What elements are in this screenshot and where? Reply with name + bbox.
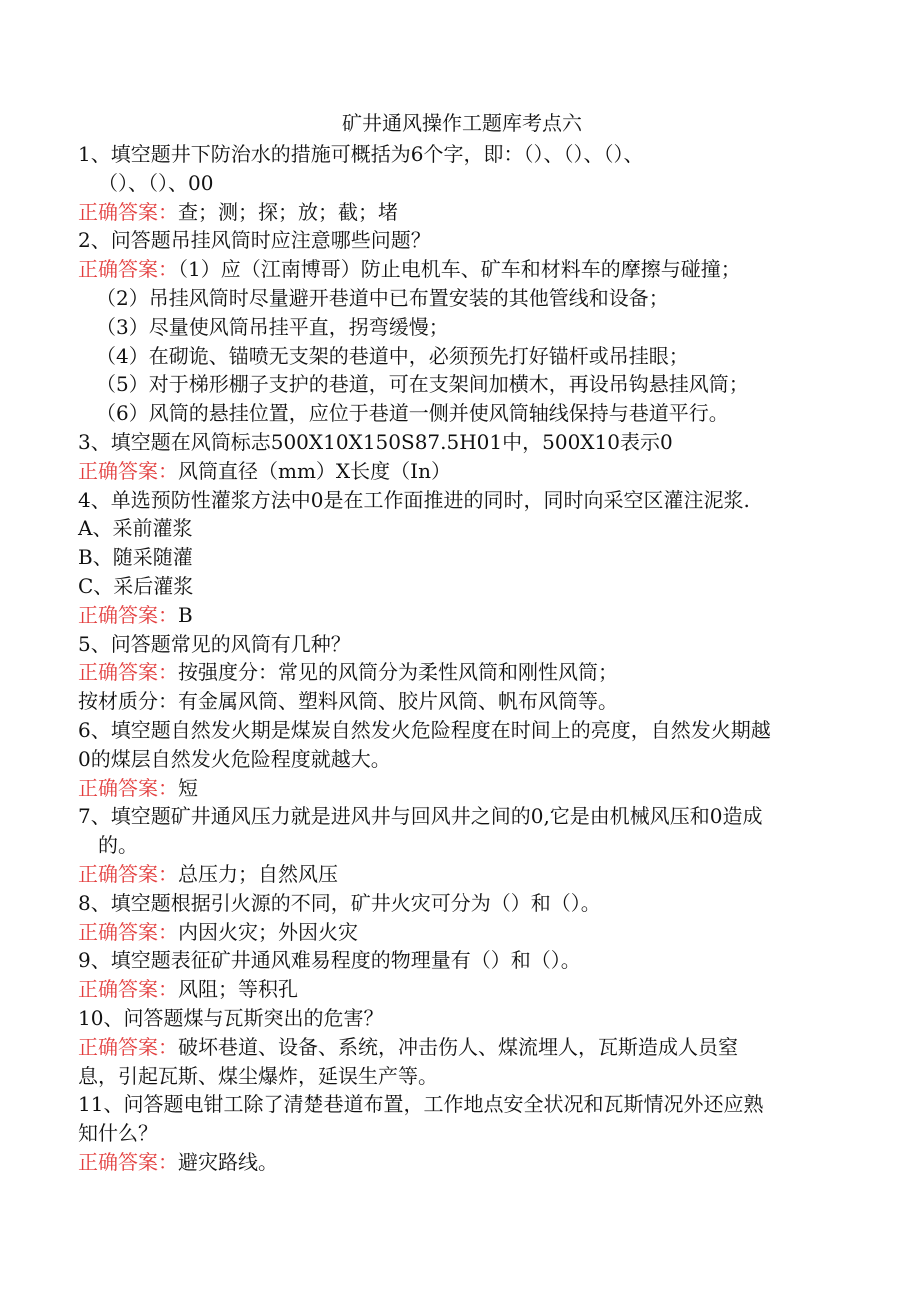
answer-label: 正确答案： bbox=[78, 199, 178, 224]
option-a: A、采前灌浆 bbox=[78, 516, 193, 541]
answer-text: 息，引起瓦斯、煤尘爆炸，延误生产等。 bbox=[78, 1063, 438, 1088]
answer-label: 正确答案： bbox=[78, 602, 178, 627]
answer-text: 查；测；探；放；截；堵 bbox=[178, 199, 398, 224]
answer-text: 风阻；等积孔 bbox=[178, 977, 298, 1002]
question-7 bbox=[78, 802, 840, 888]
answer-text: 内因火灾；外因火灾 bbox=[178, 919, 358, 944]
question-text: 4、单选预防性灌浆方法中0是在工作面推进的同时，同时向采空区灌注泥浆. bbox=[78, 487, 750, 512]
question-text: 5、问答题常见的风筒有几种？ bbox=[78, 631, 351, 656]
question-text: 7、填空题矿井通风压力就是进风井与回风井之间的0,它是由机械风压和0造成 bbox=[78, 804, 763, 829]
answer-label: 正确答案： bbox=[78, 1034, 178, 1059]
question-5 bbox=[78, 630, 840, 716]
answer-line bbox=[78, 198, 840, 227]
answer-label: 正确答案： bbox=[78, 775, 178, 800]
answer-line bbox=[78, 975, 840, 1004]
answer-line bbox=[78, 658, 840, 687]
answer-text: （2）吊挂风筒时尽量避开巷道中已布置安装的其他管线和设备； bbox=[96, 285, 669, 310]
answer-text: （5）对于梯形棚子支护的巷道，可在支架间加横木，再设吊钩悬挂风筒； bbox=[96, 372, 749, 397]
question-text: 8、填空题根据引火源的不同，矿井火灾可分为（）和（）。 bbox=[78, 890, 601, 915]
answer-text: 按材质分：有金属风筒、塑料风筒、胶片风筒、帆布风筒等。 bbox=[78, 689, 618, 714]
answer-line bbox=[78, 860, 840, 889]
answer-label: 正确答案： bbox=[78, 660, 178, 685]
answer-text: 短 bbox=[178, 775, 198, 800]
question-9 bbox=[78, 946, 840, 1004]
answer-label: 正确答案： bbox=[78, 919, 178, 944]
question-1 bbox=[78, 140, 840, 226]
question-text: 6、填空题自然发火期是煤炭自然发火危险程度在时间上的亮度，自然发火期越 bbox=[78, 717, 771, 742]
question-11 bbox=[78, 1090, 840, 1176]
question-text: 2、问答题吊挂风筒时应注意哪些问题？ bbox=[78, 228, 431, 253]
question-6 bbox=[78, 716, 840, 802]
answer-line bbox=[78, 601, 840, 630]
answer-text: （4）在砌诡、锚喷无支架的巷道中，必须预先打好锚杆或吊挂眼； bbox=[96, 343, 689, 368]
answer-line bbox=[78, 255, 840, 284]
answer-label: 正确答案： bbox=[78, 458, 178, 483]
option-c: C、采后灌浆 bbox=[78, 573, 194, 598]
answer-text: B bbox=[178, 602, 193, 627]
option-b: B、随采随灌 bbox=[78, 545, 193, 570]
question-text: 11、问答题电钳工除了清楚巷道布置，工作地点安全状况和瓦斯情况外还应熟 bbox=[78, 1092, 764, 1117]
question-text: 的。 bbox=[98, 833, 138, 858]
question-text: 9、填空题表征矿井通风难易程度的物理量有（）和（）。 bbox=[78, 948, 581, 973]
answer-text: （1）应（江南博哥）防止电机车、矿车和材料车的摩擦与碰撞； bbox=[178, 257, 741, 282]
answer-label: 正确答案： bbox=[78, 861, 178, 886]
answer-text: 避灾路线。 bbox=[178, 1149, 278, 1174]
question-4 bbox=[78, 486, 840, 630]
question-text: 0的煤层自然发火危险程度就越大。 bbox=[78, 746, 391, 771]
answer-text: 破坏巷道、设备、系统，冲击伤人、煤流埋人，瓦斯造成人员窒 bbox=[178, 1034, 738, 1059]
answer-text: （3）尽量使风筒吊挂平直，拐弯缓慢； bbox=[96, 314, 449, 339]
question-10 bbox=[78, 1004, 840, 1090]
answer-label: 正确答案： bbox=[78, 977, 178, 1002]
question-2 bbox=[78, 226, 840, 428]
answer-label: 正确答案： bbox=[78, 1149, 178, 1174]
question-8 bbox=[78, 889, 840, 947]
answer-text: 总压力；自然风压 bbox=[178, 861, 338, 886]
answer-label: 正确答案： bbox=[78, 257, 178, 282]
answer-text: （6）风筒的悬挂位置，应位于巷道一侧并使风筒轴线保持与巷道平行。 bbox=[96, 401, 729, 426]
question-text: （）、（）、00 bbox=[98, 170, 214, 195]
answer-line bbox=[78, 1033, 840, 1062]
question-text: 10、问答题煤与瓦斯突出的危害？ bbox=[78, 1005, 384, 1030]
answer-text: 按强度分：常见的风筒分为柔性风筒和刚性风筒； bbox=[178, 660, 618, 685]
answer-text: 风筒直径（mm）X长度（In） bbox=[178, 458, 451, 483]
answer-line bbox=[78, 774, 840, 803]
question-3 bbox=[78, 428, 840, 486]
page-title: 矿井通风操作工题库考点六 bbox=[342, 111, 582, 135]
question-text: 3、填空题在风筒标志500X10X150S87.5H01中，500X10表示0 bbox=[78, 429, 673, 454]
question-text: 1、填空题井下防治水的措施可概括为6个字，即：（）、（）、（）、 bbox=[78, 142, 644, 166]
answer-line bbox=[78, 1148, 840, 1177]
answer-line bbox=[78, 457, 840, 486]
question-text: 知什么？ bbox=[78, 1121, 158, 1146]
answer-line bbox=[78, 918, 840, 947]
